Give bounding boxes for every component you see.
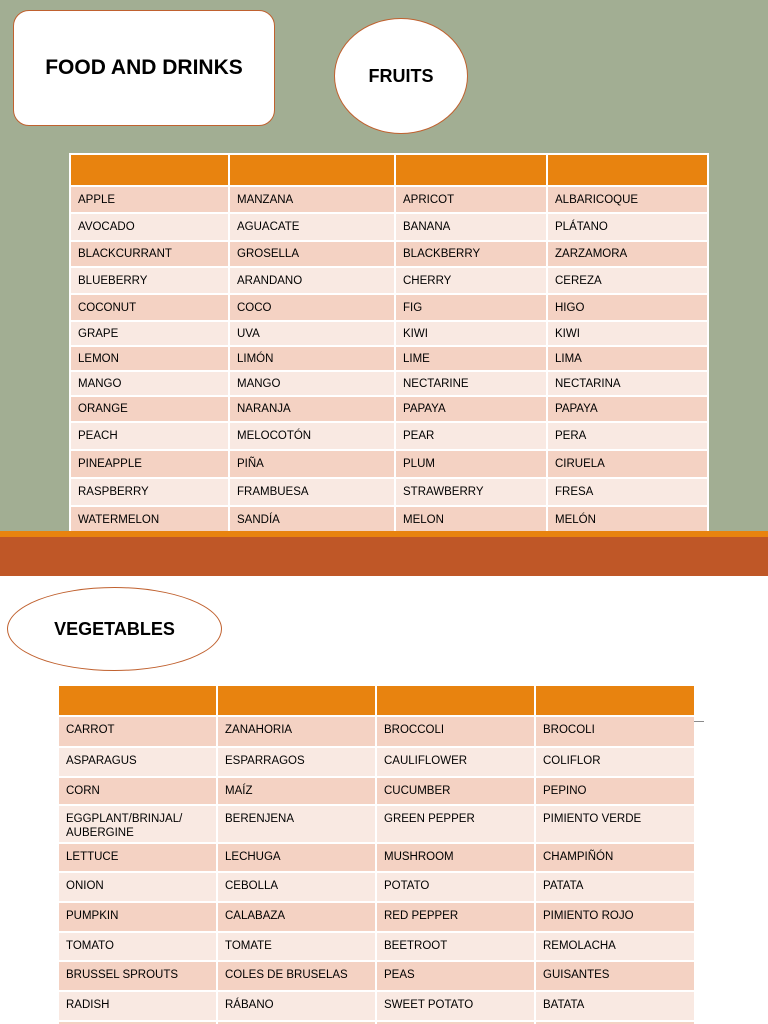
title-box — [13, 10, 275, 126]
table-cell: AGUACATE — [229, 213, 395, 241]
table-cell: CHERRY — [395, 267, 547, 294]
table-cell: ORANGE — [70, 396, 229, 422]
table-row — [70, 241, 708, 267]
table-row — [58, 747, 695, 777]
table-cell: ZANAHORIA — [217, 716, 376, 747]
vegetables-heading-oval — [7, 587, 222, 671]
dash-mark — [694, 721, 704, 722]
table-cell: UVA — [229, 321, 395, 346]
header-cell — [395, 154, 547, 186]
table-cell: TOMATE — [217, 932, 376, 961]
footer-band — [0, 537, 768, 576]
table-cell: APPLE — [70, 186, 229, 213]
table-cell: LIMÓN — [229, 346, 395, 371]
table-cell: NARANJA — [229, 396, 395, 422]
table-cell: PATATA — [535, 872, 695, 902]
table-cell: PAPAYA — [547, 396, 708, 422]
page-title: FOOD AND DRINKS — [45, 56, 243, 79]
table-row — [70, 186, 708, 213]
table-cell: FRAMBUESA — [229, 478, 395, 506]
table-cell: MANGO — [70, 371, 229, 396]
table-cell: PIÑA — [229, 450, 395, 478]
table-row — [70, 450, 708, 478]
table-cell: EGGPLANT/BRINJAL/ AUBERGINE — [58, 805, 217, 843]
table-cell: MANZANA — [229, 186, 395, 213]
table-cell: CEREZA — [547, 267, 708, 294]
table-cell: BEETROOT — [376, 932, 535, 961]
fruits-table — [69, 153, 709, 535]
table-cell: CALABAZA — [217, 902, 376, 932]
table-cell: BERENJENA — [217, 805, 376, 843]
table-cell: ARANDANO — [229, 267, 395, 294]
table-cell: RASPBERRY — [70, 478, 229, 506]
table-row — [58, 872, 695, 902]
table-cell: KIWI — [547, 321, 708, 346]
table-cell: ZARZAMORA — [547, 241, 708, 267]
table-cell: SANDÍA — [229, 506, 395, 534]
table-cell: MANGO — [229, 371, 395, 396]
table-cell: GROSELLA — [229, 241, 395, 267]
table-cell: MELOCOTÓN — [229, 422, 395, 450]
table-cell: NECTARINA — [547, 371, 708, 396]
table-cell: LEMON — [70, 346, 229, 371]
table-cell: BATATA — [535, 991, 695, 1021]
header-cell — [376, 685, 535, 716]
table-cell: CIRUELA — [547, 450, 708, 478]
table-cell: BLACKCURRANT — [70, 241, 229, 267]
table-cell: BROCCOLI — [376, 716, 535, 747]
table-cell: RADISH — [58, 991, 217, 1021]
table-cell: PEAR — [395, 422, 547, 450]
header-cell — [535, 685, 695, 716]
table-row — [58, 777, 695, 805]
table-cell: PINEAPPLE — [70, 450, 229, 478]
table-cell: CORN — [58, 777, 217, 805]
table-cell: WATERMELON — [70, 506, 229, 534]
table-cell: KIWI — [395, 321, 547, 346]
table-cell: MAÍZ — [217, 777, 376, 805]
vegetables-table — [57, 684, 696, 1024]
table-cell: BANANA — [395, 213, 547, 241]
table-row — [70, 267, 708, 294]
table-cell: POTATO — [376, 872, 535, 902]
table-cell: ESPARRAGOS — [217, 747, 376, 777]
table-cell: SWEET POTATO — [376, 991, 535, 1021]
header-cell — [229, 154, 395, 186]
header-cell — [70, 154, 229, 186]
table-row — [70, 506, 708, 534]
table-cell: ONION — [58, 872, 217, 902]
table-row — [58, 961, 695, 991]
vegetables-header-row — [58, 685, 695, 716]
table-cell: LECHUGA — [217, 843, 376, 872]
table-cell: BLUEBERRY — [70, 267, 229, 294]
table-cell: PERA — [547, 422, 708, 450]
table-row — [70, 422, 708, 450]
table-cell: MELON — [395, 506, 547, 534]
table-row — [58, 843, 695, 872]
table-cell: HIGO — [547, 294, 708, 321]
header-cell — [58, 685, 217, 716]
table-cell: BROCOLI — [535, 716, 695, 747]
table-cell: NECTARINE — [395, 371, 547, 396]
table-cell: PIMIENTO VERDE — [535, 805, 695, 843]
fruits-heading-oval — [334, 18, 468, 134]
table-cell: PLUM — [395, 450, 547, 478]
table-cell: LETTUCE — [58, 843, 217, 872]
table-cell: BLACKBERRY — [395, 241, 547, 267]
table-cell: GUISANTES — [535, 961, 695, 991]
table-cell: PAPAYA — [395, 396, 547, 422]
table-row — [58, 932, 695, 961]
table-row — [70, 478, 708, 506]
table-cell: GREEN PEPPER — [376, 805, 535, 843]
table-cell: FIG — [395, 294, 547, 321]
table-cell: PIMIENTO ROJO — [535, 902, 695, 932]
table-cell: APRICOT — [395, 186, 547, 213]
table-cell: CUCUMBER — [376, 777, 535, 805]
table-cell: PEACH — [70, 422, 229, 450]
table-cell: BRUSSEL SPROUTS — [58, 961, 217, 991]
table-cell: PLÁTANO — [547, 213, 708, 241]
vegetables-heading: VEGETABLES — [54, 618, 175, 639]
table-row — [58, 805, 695, 843]
table-cell: ALBARICOQUE — [547, 186, 708, 213]
table-cell: COLIFLOR — [535, 747, 695, 777]
table-cell: LIMA — [547, 346, 708, 371]
header-cell — [547, 154, 708, 186]
table-cell: COLES DE BRUSELAS — [217, 961, 376, 991]
table-cell: COCONUT — [70, 294, 229, 321]
table-row — [58, 991, 695, 1021]
table-cell: LIME — [395, 346, 547, 371]
table-cell: ASPARAGUS — [58, 747, 217, 777]
table-cell: STRAWBERRY — [395, 478, 547, 506]
table-row — [70, 396, 708, 422]
header-cell — [217, 685, 376, 716]
table-cell: MUSHROOM — [376, 843, 535, 872]
table-cell: PEPINO — [535, 777, 695, 805]
table-cell: CEBOLLA — [217, 872, 376, 902]
table-cell: CHAMPIÑÓN — [535, 843, 695, 872]
table-row — [70, 321, 708, 346]
table-cell: MELÓN — [547, 506, 708, 534]
fruits-heading: FRUITS — [368, 65, 434, 86]
table-cell: TOMATO — [58, 932, 217, 961]
table-row — [70, 371, 708, 396]
table-cell: CAULIFLOWER — [376, 747, 535, 777]
table-cell: FRESA — [547, 478, 708, 506]
table-cell: PEAS — [376, 961, 535, 991]
table-cell: RED PEPPER — [376, 902, 535, 932]
table-row — [58, 716, 695, 747]
table-cell: AVOCADO — [70, 213, 229, 241]
table-row — [70, 346, 708, 371]
table-row — [70, 294, 708, 321]
table-cell: GRAPE — [70, 321, 229, 346]
fruits-header-row — [70, 154, 708, 186]
table-row — [70, 213, 708, 241]
table-cell: COCO — [229, 294, 395, 321]
table-cell: PUMPKIN — [58, 902, 217, 932]
table-cell: REMOLACHA — [535, 932, 695, 961]
table-cell: RÁBANO — [217, 991, 376, 1021]
table-cell: CARROT — [58, 716, 217, 747]
table-row — [58, 902, 695, 932]
